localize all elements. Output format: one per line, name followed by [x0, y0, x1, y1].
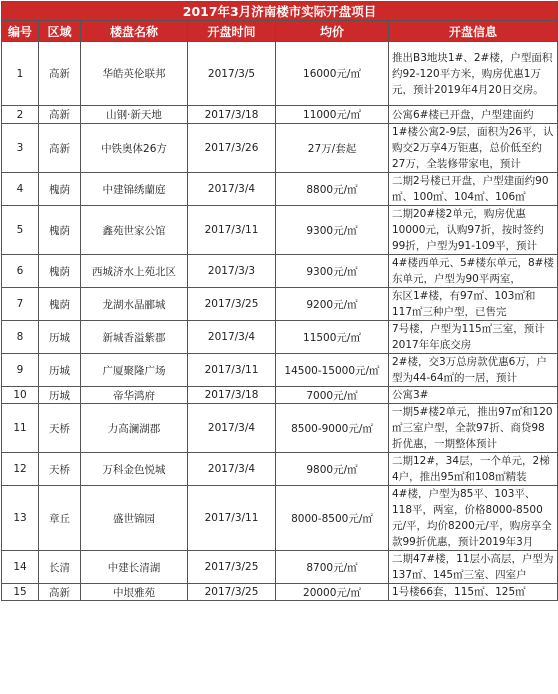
header-number: 编号 [2, 21, 39, 42]
row-project-name: 帝华鸿府 [81, 387, 188, 404]
row-avg-price: 8800元/㎡ [276, 173, 389, 206]
row-open-info [389, 321, 558, 354]
row-open-date: 2017/3/5 [188, 42, 276, 106]
header-row [2, 21, 558, 42]
row-avg-price: 8000-8500元/㎡ [276, 486, 389, 551]
row-number: 14 [2, 551, 39, 584]
row-open-info [389, 453, 558, 486]
table-row [2, 453, 558, 486]
row-number: 12 [2, 453, 39, 486]
row-number: 10 [2, 387, 39, 404]
header-project-name: 楼盘名称 [81, 21, 188, 42]
table-row [2, 387, 558, 404]
row-open-info [389, 255, 558, 288]
row-project-name: 广厦聚隆广场 [81, 354, 188, 387]
row-project-name: 华皓英伦联邦 [81, 42, 188, 106]
row-number: 15 [2, 584, 39, 601]
row-open-date: 2017/3/18 [188, 387, 276, 404]
row-open-info-text: 4#楼西单元、5#楼东单元，8#楼东单元，户型为90平两室， [392, 257, 554, 285]
row-avg-price: 11500元/㎡ [276, 321, 389, 354]
row-project-name: 力高澜湖郡 [81, 404, 188, 453]
row-area: 天桥 [39, 453, 81, 486]
row-number: 3 [2, 124, 39, 173]
row-area: 槐荫 [39, 173, 81, 206]
table-row [2, 321, 558, 354]
row-number: 4 [2, 173, 39, 206]
row-area: 槐荫 [39, 288, 81, 321]
row-avg-price: 11000元/㎡ [276, 106, 389, 124]
row-number: 8 [2, 321, 39, 354]
row-area: 历城 [39, 354, 81, 387]
row-open-info-text: 1#楼公寓2-9层，面积为26平，认购交2万享4万钜惠，总价低至约27万，全装修带家电，预计 [392, 126, 554, 170]
row-open-info-text: 二期47#楼，11层小高层，户型为137㎡、145㎡三室、四室户 [392, 553, 554, 581]
row-area: 章丘 [39, 486, 81, 551]
table-row [2, 42, 558, 106]
row-avg-price: 9300元/㎡ [276, 255, 389, 288]
row-avg-price: 9800元/㎡ [276, 453, 389, 486]
table-row [2, 288, 558, 321]
row-project-name: 盛世锦园 [81, 486, 188, 551]
row-project-name: 新城香溢紫郡 [81, 321, 188, 354]
row-number: 6 [2, 255, 39, 288]
header-open-date: 开盘时间 [188, 21, 276, 42]
row-open-info-text: 东区1#楼，有97㎡、103㎡和117㎡三种户型，已售完 [392, 290, 536, 318]
row-project-name: 鑫苑世家公馆 [81, 206, 188, 255]
row-number: 11 [2, 404, 39, 453]
header-area: 区域 [39, 21, 81, 42]
open-projects-table [1, 1, 558, 601]
row-avg-price: 27万/套起 [276, 124, 389, 173]
row-open-date: 2017/3/4 [188, 173, 276, 206]
row-project-name: 万科金色悦城 [81, 453, 188, 486]
row-open-info-text: 推出B3地块1#、2#楼，户型面积约92-120平方米，购房优惠1万元，预计2019年4月20日交房。 [392, 51, 553, 96]
row-number: 13 [2, 486, 39, 551]
row-avg-price: 14500-15000元/㎡ [276, 354, 389, 387]
table-row [2, 486, 558, 551]
row-open-info [389, 173, 558, 206]
row-avg-price: 8700元/㎡ [276, 551, 389, 584]
row-area: 高新 [39, 584, 81, 601]
row-number: 1 [2, 42, 39, 106]
row-project-name: 中建锦绣蘭庭 [81, 173, 188, 206]
row-area: 长清 [39, 551, 81, 584]
row-open-info-text: 2#楼，交3万总房款优惠6万，户型为44-64㎡的一居，预计 [392, 356, 547, 384]
row-avg-price: 20000元/㎡ [276, 584, 389, 601]
row-open-info [389, 387, 558, 404]
row-open-info-text: 1号楼66套，115㎡、125㎡ [392, 586, 526, 598]
header-open-info: 开盘信息 [389, 21, 558, 42]
row-open-info [389, 206, 558, 255]
row-open-date: 2017/3/4 [188, 453, 276, 486]
row-open-date: 2017/3/4 [188, 404, 276, 453]
table-row [2, 551, 558, 584]
row-project-name: 中垠雅苑 [81, 584, 188, 601]
row-project-name: 山钢·新天地 [81, 106, 188, 124]
row-open-info-text: 公寓6#楼已开盘，户型建面约 [392, 108, 534, 121]
table-row [2, 404, 558, 453]
row-open-info [389, 354, 558, 387]
row-area: 高新 [39, 106, 81, 124]
row-open-date: 2017/3/25 [188, 551, 276, 584]
table-row [2, 106, 558, 124]
row-area: 高新 [39, 124, 81, 173]
row-open-info [389, 486, 558, 551]
row-number: 5 [2, 206, 39, 255]
row-open-info-text: 公寓3# [392, 389, 429, 401]
row-number: 9 [2, 354, 39, 387]
row-open-date: 2017/3/11 [188, 206, 276, 255]
row-open-date: 2017/3/26 [188, 124, 276, 173]
row-avg-price: 9200元/㎡ [276, 288, 389, 321]
row-avg-price: 16000元/㎡ [276, 42, 389, 106]
row-open-date: 2017/3/3 [188, 255, 276, 288]
row-open-date: 2017/3/11 [188, 486, 276, 551]
table-row [2, 584, 558, 601]
row-open-date: 2017/3/18 [188, 106, 276, 124]
row-number: 2 [2, 106, 39, 124]
row-number: 7 [2, 288, 39, 321]
row-open-info-text: 二期2号楼已开盘，户型建面约90㎡、100㎡、104㎡、106㎡ [392, 175, 549, 203]
table-row [2, 255, 558, 288]
row-area: 槐荫 [39, 206, 81, 255]
row-open-info-text: 二期12#，34层，一个单元，2梯4户，推出95㎡和108㎡精装 [392, 455, 550, 483]
row-open-date: 2017/3/11 [188, 354, 276, 387]
row-area: 高新 [39, 42, 81, 106]
row-open-date: 2017/3/25 [188, 584, 276, 601]
row-open-info-text: 4#楼，户型为85平、103平、118平，两室，价格8000-8500元/平，均价8200元/平，购房享全款99折优惠，预计2019年3月 [392, 488, 552, 548]
row-open-info [389, 124, 558, 173]
table-row [2, 173, 558, 206]
row-open-info-text: 7号楼，户型为115㎡三室，预计2017年年底交房 [392, 323, 545, 351]
table-row [2, 124, 558, 173]
table-row [2, 354, 558, 387]
header-avg-price: 均价 [276, 21, 389, 42]
row-open-info [389, 404, 558, 453]
row-area: 历城 [39, 321, 81, 354]
row-open-info [389, 42, 558, 106]
row-avg-price: 8500-9000元/㎡ [276, 404, 389, 453]
row-avg-price: 7000元/㎡ [276, 387, 389, 404]
row-open-info-text: 一期5#楼2单元，推出97㎡和120㎡三室户型，全款97折、商贷98折优惠，一期整体预计 [392, 406, 553, 450]
row-avg-price: 9300元/㎡ [276, 206, 389, 255]
row-open-info-text: 二期20#楼2单元，购房优惠10000元，认购97折，按时签约99折，户型为91-109平，预计 [392, 208, 544, 252]
row-area: 天桥 [39, 404, 81, 453]
row-open-info [389, 106, 558, 124]
row-open-date: 2017/3/25 [188, 288, 276, 321]
row-project-name: 西城济水上苑北区 [81, 255, 188, 288]
table-row [2, 206, 558, 255]
row-open-date: 2017/3/4 [188, 321, 276, 354]
row-open-info [389, 288, 558, 321]
row-project-name: 龙湖水晶郦城 [81, 288, 188, 321]
row-area: 槐荫 [39, 255, 81, 288]
row-project-name: 中建长清湖 [81, 551, 188, 584]
table-title: 2017年3月济南楼市实际开盘项目 [2, 2, 558, 21]
row-area: 历城 [39, 387, 81, 404]
row-open-info [389, 551, 558, 584]
row-open-info [389, 584, 558, 601]
row-project-name: 中铁奥体26方 [81, 124, 188, 173]
